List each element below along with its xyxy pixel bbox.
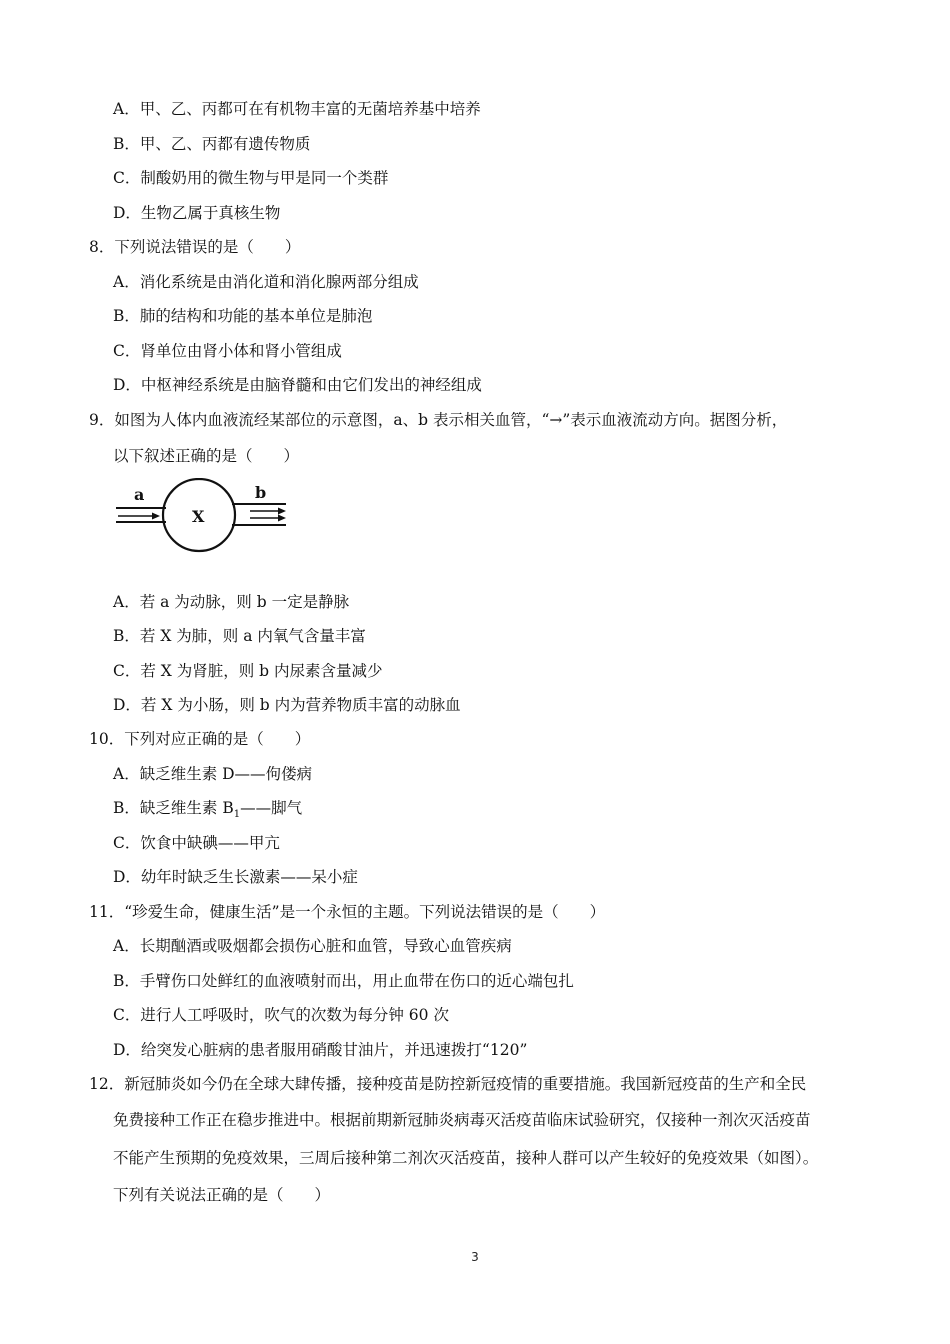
q11-option-a: A．长期酗酒或吸烟都会损伤心脏和血管，导致心血管疾病 (113, 937, 512, 955)
q7-option-a: A．甲、乙、丙都可在有机物丰富的无菌培养基中培养 (113, 100, 481, 118)
q12-line4: 下列有关说法正确的是（ ） (113, 1186, 331, 1204)
label-b: b (255, 483, 267, 502)
q9-option-a: A．若 a 为动脉，则 b 一定是静脉 (113, 593, 350, 611)
q9-option-d: D．若 X 为小肠，则 b 内为营养物质丰富的动脉血 (113, 696, 461, 714)
q12-line1: 12．新冠肺炎如今仍在全球大肆传播，接种疫苗是防控新冠疫情的重要措施。我国新冠疫苗的生产和全民 (89, 1075, 807, 1093)
q10-option-b-suffix: ——脚气 (240, 799, 303, 817)
q9-stem-line1: 9．如图为人体内血液流经某部位的示意图，a、b 表示相关血管，“→”表示血液流动方向。据图分析， (89, 411, 788, 429)
q9-option-b: B．若 X 为肺，则 a 内氧气含量丰富 (113, 627, 366, 645)
q8-option-c: C．肾单位由肾小体和肾小管组成 (113, 342, 342, 360)
q7-option-d: D．生物乙属于真核生物 (113, 204, 281, 222)
q10-stem: 10．下列对应正确的是（ ） (89, 730, 311, 748)
label-a: a (134, 485, 145, 504)
q8-option-b: B．肺的结构和功能的基本单位是肺泡 (113, 307, 373, 325)
q10-option-d: D．幼年时缺乏生长激素——呆小症 (113, 868, 358, 886)
q10-option-b (113, 797, 302, 826)
q11-option-c: C．进行人工呼吸时，吹气的次数为每分钟 60 次 (113, 1006, 449, 1024)
q10-option-a: A．缺乏维生素 D——佝偻病 (113, 765, 313, 783)
q11-option-d: D．给突发心脏病的患者服用硝酸甘油片，并迅速拨打“120” (113, 1041, 528, 1059)
q8-option-a: A．消化系统是由消化道和消化腺两部分组成 (113, 273, 419, 291)
q7-option-c: C．制酸奶用的微生物与甲是同一个类群 (113, 169, 389, 187)
q7-option-b: B．甲、乙、丙都有遗传物质 (113, 135, 311, 153)
q12-line3: 不能产生预期的免疫效果，三周后接种第二剂次灭活疫苗，接种人群可以产生较好的免疫效果（如图）。 (113, 1149, 819, 1167)
q11-stem: 11．“珍爱生命，健康生活”是一个永恒的主题。下列说法错误的是（ ） (89, 903, 606, 921)
q11-option-b: B．手臂伤口处鲜红的血液喷射而出，用止血带在伤口的近心端包扎 (113, 972, 574, 990)
page-number: 3 (471, 1250, 479, 1264)
q8-option-d: D．中枢神经系统是由脑脊髓和由它们发出的神经组成 (113, 376, 482, 394)
blood-flow-diagram (110, 478, 300, 558)
q9-stem-line2: 以下叙述正确的是（ ） (113, 447, 300, 465)
q8-stem: 8．下列说法错误的是（ ） (89, 238, 301, 256)
q10-option-b-prefix: B．缺乏维生素 B (113, 799, 234, 817)
q10-option-b-subscript: 1 (233, 809, 241, 821)
q10-option-c: C．饮食中缺碘——甲亢 (113, 834, 280, 852)
q12-line2: 免费接种工作正在稳步推进中。根据前期新冠肺炎病毒灭活疫苗临床试验研究，仅接种一剂次灭活疫苗 (113, 1111, 811, 1129)
q9-option-c: C．若 X 为肾脏，则 b 内尿素含量减少 (113, 662, 383, 680)
label-x: X (192, 507, 205, 526)
